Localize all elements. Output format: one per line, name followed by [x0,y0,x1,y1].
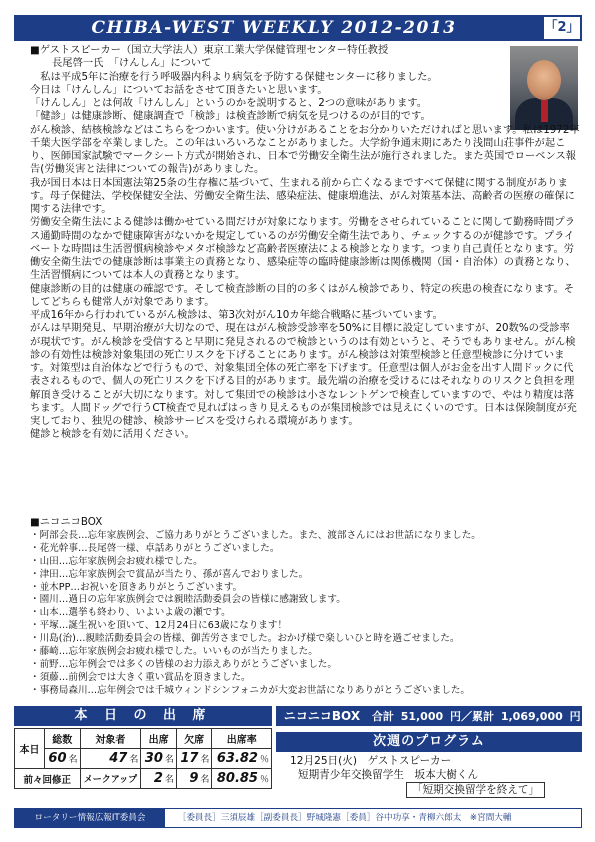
attendance-table [14,728,272,789]
list-item: ・前野…忘年例会では多くの皆様のお力添えありがとうございました。 [30,658,337,670]
nikoniko-total-unit: 円 [569,710,581,723]
list-item: ・園川…過日の忘年家族例会では親睦活動委員会の皆様に感謝致します。 [30,594,346,606]
footer-committee-members: ［委員長］三須辰雄［副委員長］野城隆憲［委員］谷中功享・青柳六郎太 ※宮間大輔 [177,813,512,823]
list-item: ・事務局森川…忘年例会では千城ウィンドシンフォニカが大変お世話になりありがとうございました。 [30,684,471,696]
previous-count: 9 名 [176,769,212,789]
list-item: ・阿部会長…忘年家族例会、ご協力ありがとうございました。また、渡部さんにはお世話になりました。 [30,529,481,541]
nikoniko-total-title: ニコニコBOX [283,709,361,723]
program-date: 12月25日(火) ゲストスピーカー [290,755,452,767]
row-label-today: 本日 [15,729,45,769]
makeup-label: メークアップ [80,769,141,789]
page-number: 「2」 [542,15,582,41]
program-theme: 「短期交換留学を終えて」 [406,782,545,798]
newsletter-title: CHIBA-WEST WEEKLY 2012-2013 [91,18,457,38]
list-item: ・藤崎…忘年家族例会お疲れ様でした。いいものが当たりました。 [30,646,318,658]
col-header: 出席 [141,729,177,749]
list-item: ・津田…忘年家族例会で賞品が当たり、孫が喜んでおりました。 [30,568,309,580]
list-item: ・須藤…前例会では大きく重い賞品を頂きました。 [30,671,251,683]
list-item: ・平塚…誕生祝いを頂いて、12月24日に63歳になります！ [30,620,288,632]
table-row [15,729,272,749]
nikoniko-today-label: 合計 [371,710,394,723]
list-item: ・山本…選挙も終わり、いよいよ歳の瀬です。 [30,607,231,619]
nikoniko-list [30,530,570,698]
col-header: 対象者 [80,729,141,749]
article-intro: 私は平成5年に治療を行う呼吸器内科より病気を予防する保健センターに移りました。 今日は「けんしん」についてお話をさせて頂きたいと思います。 「けんしん」とは何故「けんしん」というのかを説明すると、2つの意味があります。 [30,70,438,109]
list-item: ・花光幹事…長尾啓一様、卓話ありがとうございました。 [30,542,280,554]
next-program-title: 次週のプログラム [276,732,582,752]
eligible-count: 47 名 [80,749,141,769]
attendance-title: 本 日 の 出 席 [14,706,272,726]
footer-committee-label: ロータリー情報広報IT委員会 [15,809,165,827]
footer-committee [14,808,582,828]
table-row [15,749,272,769]
row-label-previous: 前々回修正 [15,769,81,789]
previous-rate: 80.85 ％ [212,769,272,789]
attendance-rate: 63.82 ％ [212,749,272,769]
nikoniko-today-unit: 円／累計 [449,710,494,723]
makeup-count: 2 名 [141,769,177,789]
table-row [15,769,272,789]
next-program [276,754,582,798]
article-subheading: 長尾啓一氏 「けんしん」について [52,57,212,70]
list-item: ・川島(治)…親睦活動委員会の皆様、御苦労さまでした。おかげ様で楽しいひと時を過ごせました。 [30,633,460,645]
nikoniko-heading: ■ニコニコBOX [30,516,103,528]
masthead [14,15,582,41]
nikoniko-box-section [30,516,570,698]
program-speaker: 短期青少年交換留学生 坂本大樹くん [298,769,479,781]
nikoniko-today-value: 51,000 [400,710,444,723]
absent-count: 17 名 [176,749,212,769]
article-heading: ■ゲストスピーカー（国立大学法人）東京工業大学保健管理センター特任教授 [30,44,389,56]
nikoniko-total-value: 1,069,000 [500,710,563,723]
list-item: ・並木PP…お祝いを頂きありがとうございます。 [30,581,243,593]
col-header: 総数 [45,729,81,749]
list-item: ・山田…忘年家族例会お疲れ様でした。 [30,555,203,567]
present-count: 30 名 [141,749,177,769]
col-header: 出席率 [212,729,272,749]
guest-speaker-article [30,44,580,442]
col-header: 欠席 [176,729,212,749]
article-body: 「健診」は健康診断、健康調査で「検診」は検査診断で病気を見つけるのが目的です。 がん検診、結核検診などはこちらをつかいます。使い分けがあることをお分かりいただければと思います。私は1972年千葉大医学部を卒業しました。この年はいろいろなことがありました。大学紛争通末期にあたり浅間山荘事件が起こり、医師国家試験でマークシート方式が開始され、日本で労働安全衛生法が施行されました。また英国でローベンス報告(労働災害と法律についての報告)がありました。 我が国日本は日本国憲法第25条の生存権に基づいて、生まれる前から亡くなるまですべて保健に関する制度があります。母子保健法、学校保健安全法、労働安全衛生法、感染症法、健康増進法、がん対策基本法、高齢者の医療の確保に関する法律です。 労働安全衛生法による健診は働かせている間だけが対象になります。労働をさせられていることに関して勤務時間プラス通勤時間のなかで健康障害がないかを規定しているのが労働安全衛生法であり、チェックするのが健診です。プライベートな時間は生活習慣病検診やメタボ検診など高齢者医療法による検診となります。つまり自己責任となります。労働安全衛生法での健康診断は事業主の責務となり、感染症等の臨時健康診断は関係機関（国・自治体）の責務となり、生活習慣病については本人の責務となります。 健康診断の目的は健康の確認です。そして検査診断の目的の多くはがん検診であり、特定の疾患の検査になります。そしてどちらも健常人が対象であります。 平成16年から行われているがん検診は、第3次対がん10カ年総合戦略に基づいています。 がんは早期発見、早期治療が大切なので、現在はがん検診受診率を50%に目標に設定していますが、20数%の受診率が現状です。がん検診を受信すると早期に発見されるので検診というのは有効というと、そうでもありません。がん検診の有効性は検診対象集団の死亡リスクを下げることにあります。がん検診は対策型検診と任意型検診に分けています。対策型は自治体などで行うもので、対象集団全体の死亡率を下げます。任意型は個人がお金を出す人間ドックに代表されるもので、個人の死亡リスクを下げる目的があります。最先端の治療を受けるにはそれなりのリスクと負担を理解頂き受けることが大切になります。対して集団での検診は小さなレントゲンで検査していますので、やはり精度は落ちます。人間ドッグで行うCT検査で見ればはっきり見えるものが集団検診では見えにくいのです。日本は保険制度が充実しており、独児の健診、検診サービスを受けられる環境があります。 健診と検診を有効に活用ください。 [30,110,580,441]
nikoniko-total-bar [276,706,582,726]
total-count: 60 名 [45,749,81,769]
